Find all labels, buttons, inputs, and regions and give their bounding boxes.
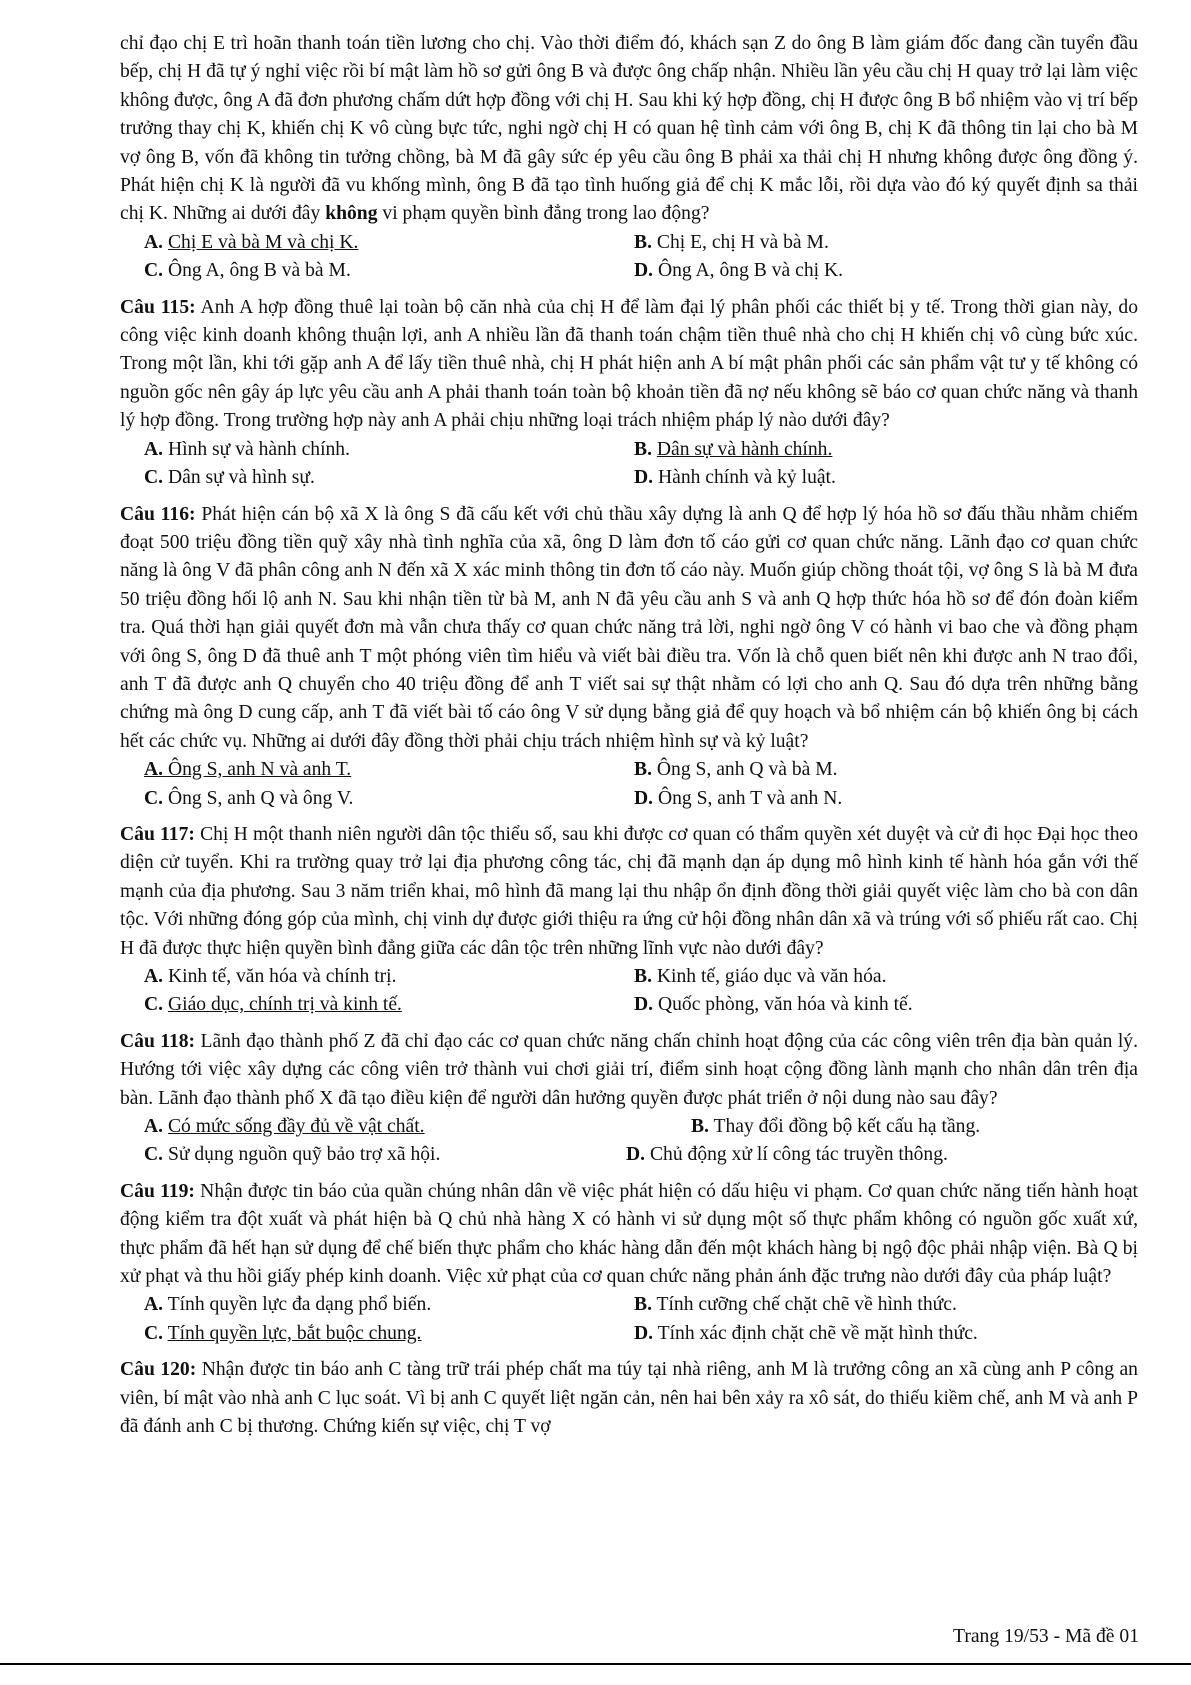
question-text: Câu 115: Anh A hợp đồng thuê lại toàn bộ căn nhà của chị H để làm đại lý phân phối các thiết bị y tế. Trong thời gian này, do công việc kinh doanh không thuận lợi, anh A nhiều lần đã thanh toán chậm tiền thuê nhà cho chị H khiến chị vô cùng bức xúc. Trong một lần, khi tới gặp anh A để lấy tiền thuê nhà, chị H phát hiện anh A bí mật phân phối các sản phẩm vật tư y tế không có nguồn gốc nên gây áp lực yêu cầu anh A phải thanh toán toàn bộ khoản tiền đã nợ nếu không sẽ báo cơ quan chức năng và thanh lý hợp đồng. Trong trường hợp này anh A phải chịu những loại trách nhiệm pháp lý nào dưới đây? — [120, 296, 1138, 432]
question-117 — [120, 821, 1138, 1020]
option-c: C. Ông S, anh Q và ông V. — [144, 787, 354, 809]
option-b: B. Tính cưỡng chế chặt chẽ về hình thức. — [634, 1294, 957, 1316]
answer-options — [120, 1113, 1138, 1170]
question-text: Câu 116: Phát hiện cán bộ xã X là ông S đã cấu kết với chủ thầu xây dựng là anh Q để hợp lý hóa hồ sơ đấu thầu nhằm chiếm đoạt 500 triệu đồng tiền quỹ xây nhà tình nghĩa của xã, ông D làm đơn tố cáo gửi cơ quan chức năng. Lãnh đạo cơ quan chức năng là ông V đã phân công anh N đến xã X xác minh thông tin đơn tố cáo này. Muốn giúp chồng thoát tội, vợ ông S là bà M đưa 50 triệu đồng hối lộ anh N. Sau khi nhận tiền từ bà M, anh N đã yêu cầu anh S và anh Q hợp thức hóa hồ sơ để đón đoàn kiểm tra. Quá thời hạn giải quyết đơn mà vẫn chưa thấy cơ quan chức năng trả lời, nghi ngờ ông V có hành vi bao che và đồng phạm với ông S, ông D đã thuê anh T một phóng viên tìm hiểu và viết bài điều tra. Vốn là chỗ quen biết nên khi được anh N trao đổi, anh T đã được anh Q chuyển cho 40 triệu đồng để anh T viết sai sự thật nhằm có lợi cho anh Q. Sau đó dựa trên những bằng chứng mà ông D cung cấp, anh T đã viết bài tố cáo ông V sử dụng bằng giả để quy hoạch và bổ nhiệm cán bộ khiến ông bị cách hết các chức vụ. Những ai dưới đây đồng thời phải chịu trách nhiệm hình sự và kỷ luật? — [120, 503, 1139, 752]
answer-options — [120, 963, 1138, 1020]
option-d: D. Quốc phòng, văn hóa và kinh tế. — [634, 994, 913, 1016]
option-d: D. Ông A, ông B và chị K. — [634, 260, 844, 282]
option-d: D. Chủ động xử lí công tác truyền thông. — [626, 1144, 948, 1166]
option-b: B. Dân sự và hành chính. — [634, 438, 833, 460]
answer-options — [120, 436, 1138, 493]
answer-options — [120, 229, 1138, 286]
answer-options — [120, 1291, 1138, 1348]
option-a: A. Kinh tế, văn hóa và chính trị. — [144, 966, 397, 987]
option-a: A. Ông S, anh N và anh T. — [144, 759, 352, 781]
option-c: C. Dân sự và hình sự. — [144, 467, 315, 489]
footer-rule — [0, 1663, 1191, 1665]
option-c: C. Giáo dục, chính trị và kinh tế. — [144, 994, 402, 1016]
answer-options — [120, 756, 1138, 813]
option-b: B. Ông S, anh Q và bà M. — [634, 759, 838, 781]
option-c: C. Tính quyền lực, bắt buộc chung. — [144, 1322, 422, 1344]
option-d: D. Hành chính và kỷ luật. — [634, 467, 836, 489]
option-b: B. Thay đổi đồng bộ kết cấu hạ tầng. — [691, 1116, 981, 1138]
question-119 — [120, 1178, 1138, 1348]
question-118 — [120, 1028, 1138, 1170]
question-text: Câu 117: Chị H một thanh niên người dân tộc thiểu số, sau khi được cơ quan có thẩm quyền xét duyệt và cử đi học Đại học theo diện cử tuyển. Khi ra trường quay trở lại địa phương công tác, chị đã mạnh dạn áp dụng mô hình kinh tế hành hóa gắn với thế mạnh của địa phương. Sau 3 năm triển khai, mô hình đã mang lại thu nhập ổn định đồng thời giải quyết việc làm cho bà con dân tộc. Với những đóng góp của mình, chị vinh dự được giới thiệu ra ứng cử hội đồng nhân dân xã và trúng với số phiếu rất cao. Chị H đã được thực hiện quyền bình đẳng giữa các dân tộc trên những lĩnh vực nào dưới đây? — [120, 823, 1138, 959]
exam-page — [120, 30, 1138, 1442]
question-text: chỉ đạo chị E trì hoãn thanh toán tiền lương cho chị. Vào thời điểm đó, khách sạn Z do ông B làm giám đốc đang cần tuyển đầu bếp, chị H đã tự ý nghỉ việc rồi bí mật làm hồ sơ gửi ông B và được ông chấp nhận. Nhiều lần yêu cầu chị H quay trở lại làm việc không được, ông A đã đơn phương chấm dứt hợp đồng với chị H. Sau khi ký hợp đồng, chị H được ông B bổ nhiệm vào vị trí bếp trưởng thay chị K, khiến chị K vô cùng bực tức, nghi ngờ chị H có quan hệ tình cảm với ông B, chị K đã thông tin lại cho bà M vợ ông B, vốn đã không tin tưởng chồng, bà M đã gây sức ép yêu cầu ông B phải xa thải chị H nhưng không được ông đồng ý. Phát hiện chị K là người đã vu khống mình, ông B đã tạo tình huống giả để chị K mắc lỗi, rồi dựa vào đó ký quyết định sa thải chị K. Những ai dưới đây không vi phạm quyền bình đẳng trong lao động? — [120, 33, 1138, 225]
question-120 — [120, 1356, 1138, 1441]
page-footer: Trang 19/53 - Mã đề 01 — [953, 1626, 1139, 1647]
option-a: A. Có mức sống đầy đủ về vật chất. — [144, 1116, 425, 1138]
option-d: D. Ông S, anh T và anh N. — [634, 787, 843, 809]
question-116 — [120, 501, 1138, 813]
question-text: Câu 118: Lãnh đạo thành phố Z đã chỉ đạo các cơ quan chức năng chấn chỉnh hoạt động của các công viên trên địa bàn quản lý. Hướng tới việc xây dựng các công viên trở thành vui chơi giải trí, điểm sinh hoạt cộng đồng lành mạnh cho nhân dân trên địa bàn. Lãnh đạo thành phố X đã tạo điều kiện để người dân hưởng quyền được phát triển ở nội dung nào sau đây? — [120, 1030, 1138, 1109]
option-b: B. Kinh tế, giáo dục và văn hóa. — [634, 966, 887, 987]
question-115 — [120, 294, 1138, 493]
option-c: C. Ông A, ông B và bà M. — [144, 260, 351, 282]
question-114-continued — [120, 30, 1138, 286]
question-text: Câu 120: Nhận được tin báo anh C tàng trữ trái phép chất ma túy tại nhà riêng, anh M là trưởng công an xã cùng anh P công an viên, bí mật vào nhà anh C lục soát. Vì bị anh C quyết liệt ngăn cản, nên hai bên xảy ra xô sát, do thiếu kiềm chế, anh M và anh P đã đánh anh C bị thương. Chứng kiến sự việc, chị T vợ — [120, 1359, 1138, 1438]
option-a: A. Chị E và bà M và chị K. — [144, 231, 359, 253]
option-a: A. Hình sự và hành chính. — [144, 438, 351, 460]
option-a: A. Tính quyền lực đa dạng phổ biến. — [144, 1294, 432, 1316]
option-c: C. Sử dụng nguồn quỹ bảo trợ xã hội. — [144, 1144, 441, 1166]
option-b: B. Chị E, chị H và bà M. — [634, 231, 829, 253]
question-text: Câu 119: Nhận được tin báo của quần chúng nhân dân về việc phát hiện có dấu hiệu vi phạm. Cơ quan chức năng tiến hành hoạt động kiểm tra đột xuất và phát hiện bà Q chủ nhà hàng X có hành vi sử dụng một số thực phẩm không có nguồn gốc xuất xứ, thực phẩm đã hết hạn sử dụng để chế biến thực phẩm cho khác hàng dẫn đến một khách hàng bị ngộ độc phải nhập viện. Bà Q bị xử phạt và thu hồi giấy phép kinh doanh. Việc xử phạt của cơ quan chức năng phản ánh đặc trưng nào dưới đây của pháp luật? — [120, 1180, 1139, 1288]
option-d: D. Tính xác định chặt chẽ về mặt hình thức. — [634, 1322, 978, 1344]
